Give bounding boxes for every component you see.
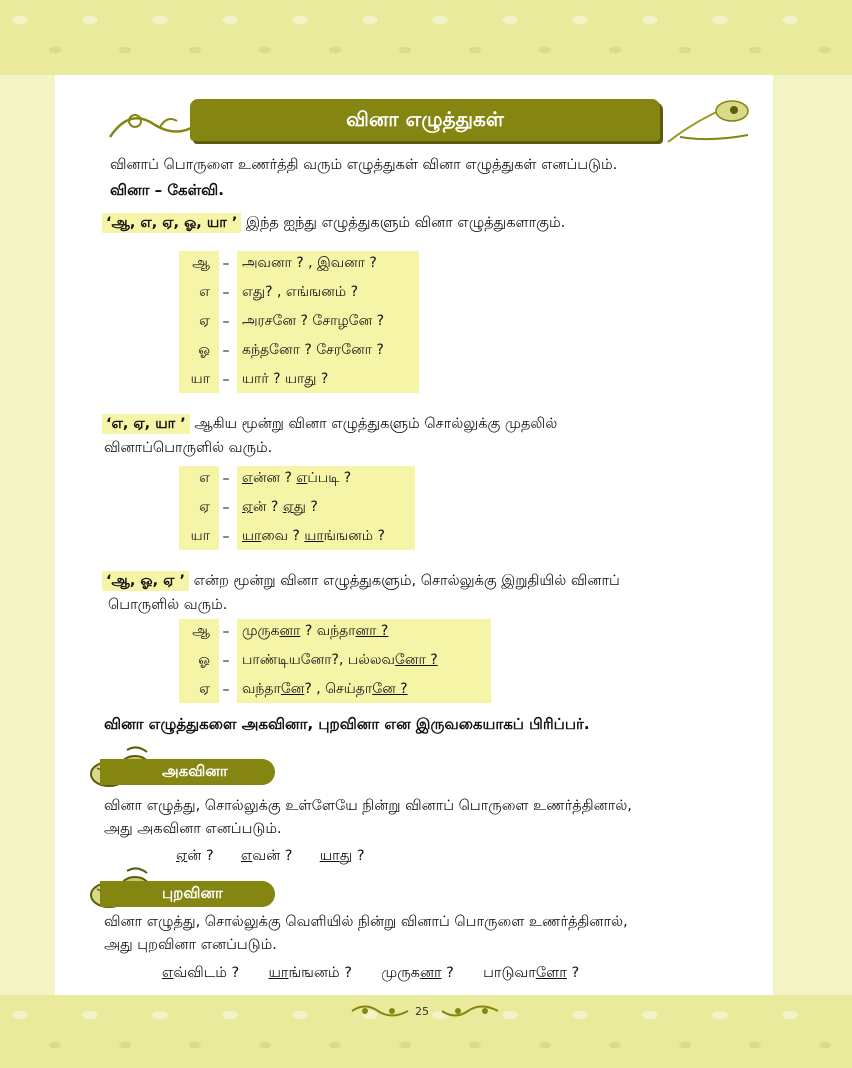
example-words xyxy=(238,470,351,488)
letter-label: ஆ xyxy=(192,623,210,639)
example-words: கந்தனோ ? சேரனோ ? xyxy=(242,342,384,358)
page-number: 25 xyxy=(415,1005,429,1018)
word-rest: ன் ? xyxy=(187,848,214,864)
puravina-definition: வினா எழுத்து, சொல்லுக்கு வெளியில் நின்று வினாப் பொருளை உணர்த்தினால், xyxy=(104,914,628,930)
table-row xyxy=(179,495,318,521)
word-part: ?, பல்லவ xyxy=(331,652,395,668)
letter-label: ஆ xyxy=(192,255,210,271)
section1-text: இந்த ஐந்து எழுத்துகளும் வினா எழுத்துகளாகும். xyxy=(246,215,566,231)
dash: – xyxy=(222,372,230,388)
example-word xyxy=(268,965,351,981)
table-row xyxy=(179,466,351,492)
dash: – xyxy=(222,653,230,669)
underlined-letter: எ xyxy=(240,848,253,864)
peacock-feather-icon xyxy=(660,97,755,147)
word-part: ? வந்தா xyxy=(300,623,356,639)
underlined-letter: எ xyxy=(162,965,174,981)
example-words xyxy=(238,652,438,670)
underlined-letter: ஏ xyxy=(176,848,188,864)
table-row xyxy=(179,619,388,645)
example-words xyxy=(238,623,388,641)
example-words: யார் ? யாது ? xyxy=(242,371,329,387)
underlined-letter: ளோ xyxy=(535,965,567,981)
akavina-examples xyxy=(176,846,365,866)
underlined-letter: யா xyxy=(268,965,289,981)
table-row xyxy=(179,524,385,550)
word-rest: ? xyxy=(441,965,454,981)
section2-table xyxy=(179,466,415,550)
section2-statement xyxy=(102,414,557,434)
word-rest: வை ? xyxy=(261,528,305,544)
example-word xyxy=(241,848,293,864)
table-row xyxy=(179,280,358,306)
puravina-heading xyxy=(100,881,275,907)
example-word xyxy=(483,965,579,981)
dash: – xyxy=(222,500,230,516)
underlined-suffix: னோ ? xyxy=(394,652,438,668)
left-flourish-icon xyxy=(105,97,195,147)
word-rest: ? xyxy=(566,965,580,981)
dash: – xyxy=(222,682,230,698)
word-rest: ங்ஙனம் ? xyxy=(323,528,385,544)
word-part: வந்தா xyxy=(242,681,281,697)
word-part: ? , செய்தா xyxy=(304,681,373,697)
letter-label: யா xyxy=(190,371,210,387)
example-word xyxy=(162,965,239,981)
table-row xyxy=(179,367,328,393)
letter-label: எ xyxy=(199,470,210,486)
akavina-heading-text: அகவினா xyxy=(162,762,228,780)
underlined-suffix: னே ? xyxy=(372,681,408,697)
example-word xyxy=(320,848,365,864)
table-row xyxy=(179,338,384,364)
example-words: அவனா ? , இவனா ? xyxy=(242,255,377,271)
dash: – xyxy=(222,256,230,272)
word-rest: து ? xyxy=(293,499,318,515)
letter-label: எ xyxy=(199,284,210,300)
akavina-heading xyxy=(100,759,275,785)
dash: – xyxy=(222,624,230,640)
table-row xyxy=(179,677,408,703)
section3-table xyxy=(179,619,491,703)
section3-highlight: ‘ஆ, ஓ, ஏ ’ xyxy=(102,571,189,591)
example-words xyxy=(238,528,385,546)
dash: – xyxy=(222,343,230,359)
section3-statement xyxy=(102,571,620,591)
table-row xyxy=(179,648,438,674)
title-bar xyxy=(190,99,660,141)
word-prefix: பாடுவா xyxy=(483,965,536,981)
table-row xyxy=(179,309,384,335)
example-words xyxy=(238,681,408,699)
section2-text: ஆகிய மூன்று வினா எழுத்துகளும் சொல்லுக்கு முதலில் xyxy=(194,416,558,432)
underlined-letter: எ xyxy=(242,470,253,486)
dash: – xyxy=(222,529,230,545)
word-rest: ன் ? xyxy=(252,499,283,515)
akavina-definition: வினா எழுத்து, சொல்லுக்கு உள்ளேயே நின்று வினாப் பொருளை உணர்த்தினால், xyxy=(104,798,632,814)
word-part: பாண்டியனோ xyxy=(242,652,332,668)
underlined-letter: யா xyxy=(304,528,324,544)
section2-text-continued: வினாப்பொருளில் வரும். xyxy=(104,440,273,456)
letter-label: ஏ xyxy=(199,499,210,515)
underlined-letter: யா xyxy=(319,848,340,864)
letter-label: ஏ xyxy=(199,681,210,697)
section1-table xyxy=(179,251,419,393)
word-part: முருக xyxy=(242,623,280,639)
example-word xyxy=(381,965,454,981)
underlined-letter: ஏ xyxy=(242,499,253,515)
puravina-heading-text: புறவினா xyxy=(162,884,223,902)
right-margin xyxy=(773,75,852,995)
letter-label: ஏ xyxy=(199,313,210,329)
example-words: எது? , எங்ஙனம் ? xyxy=(242,284,359,300)
section1-statement xyxy=(102,213,565,233)
intro-line: வினாப் பொருளை உணர்த்தி வரும் எழுத்துகள் வினா எழுத்துகள் எனப்படும். xyxy=(110,157,618,173)
footer-ornament-right-icon xyxy=(440,1002,500,1020)
underlined-letter: எ xyxy=(296,470,308,486)
word-rest: வ்விடம் ? xyxy=(173,965,240,981)
example-words: அரசனே ? சோழனே ? xyxy=(242,313,385,329)
example-words xyxy=(238,499,318,517)
example-word xyxy=(176,848,214,864)
letter-label: யா xyxy=(190,528,210,544)
puravina-examples xyxy=(162,963,579,983)
underlined-letter: னா xyxy=(419,965,442,981)
underlined-letter: யா xyxy=(242,528,262,544)
puravina-definition-continued: அது புறவினா எனப்படும். xyxy=(104,937,277,953)
table-row xyxy=(179,251,377,277)
underlined-letter: ஏ xyxy=(282,499,294,515)
underlined-suffix: னா ? xyxy=(355,623,389,639)
word-rest: ன்ன ? xyxy=(252,470,297,486)
letter-label: ஓ xyxy=(198,652,210,668)
summary-statement: வினா எழுத்துகளை அகவினா, புறவினா என இருவகையாகப் பிரிப்பர். xyxy=(104,715,590,733)
section3-text: என்ற மூன்று வினா எழுத்துகளும், சொல்லுக்கு இறுதியில் வினாப் xyxy=(193,573,620,589)
dash: – xyxy=(222,285,230,301)
page-title: வினா எழுத்துகள் xyxy=(346,106,504,131)
intro-definition: வினா – கேள்வி. xyxy=(110,181,224,199)
letter-label: ஓ xyxy=(198,342,210,358)
section1-highlight: ‘ஆ, எ, ஏ, ஓ, யா ’ xyxy=(102,213,241,233)
dash: – xyxy=(222,471,230,487)
word-rest: து ? xyxy=(339,848,365,864)
underlined-suffix: னே xyxy=(280,681,305,697)
word-rest: ங்ஙனம் ? xyxy=(288,965,352,981)
word-rest: ப்படி ? xyxy=(307,470,352,486)
word-rest: வன் ? xyxy=(252,848,293,864)
top-decorative-band xyxy=(0,0,852,75)
word-prefix: முருக xyxy=(381,965,420,981)
footer-ornament-left-icon xyxy=(350,1002,410,1020)
section3-text-continued: பொருளில் வரும். xyxy=(108,597,228,613)
akavina-definition-continued: அது அகவினா எனப்படும். xyxy=(104,821,282,837)
left-margin xyxy=(0,75,55,995)
section2-highlight: ‘எ, ஏ, யா ’ xyxy=(102,414,190,434)
dash: – xyxy=(222,314,230,330)
underlined-suffix: னா xyxy=(279,623,301,639)
title-banner xyxy=(105,97,755,147)
